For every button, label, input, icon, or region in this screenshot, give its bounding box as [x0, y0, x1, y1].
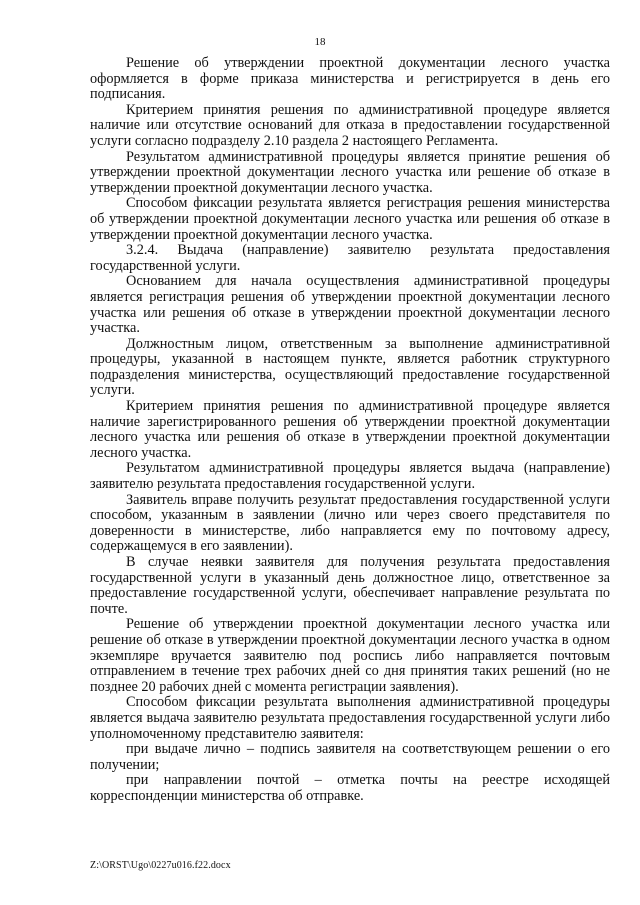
list-item: при выдаче лично – подпись заявителя на соответствующем решении о его получении;: [90, 741, 610, 773]
list-item: при направлении почтой – отметка почты на реестре исходящей корреспонденции министерства об отправке.: [90, 772, 610, 804]
paragraph: В случае неявки заявителя для получения результата предоставления государственной услуги в указанный день должностное лицо, ответственное за предоставление государственной услуги, обеспечивает направление результата по почте.: [90, 554, 610, 617]
paragraph: Основанием для начала осуществления административной процедуры является регистрация решения об утверждении проектной документации лесного участка или решения об отказе в утверждении проектной документации лесного участка.: [90, 273, 610, 337]
file-path-footer: Z:\ORST\Ugo\0227u016.f22.docx: [90, 860, 231, 871]
document-body: [90, 56, 610, 805]
paragraph: Критерием принятия решения по административной процедуре является наличие или отсутствие оснований для отказа в предоставлении государственной услуги согласно подразделу 2.10 раздела 2 настоящего Регламента.: [90, 101, 610, 149]
paragraph: Критерием принятия решения по административной процедуре является наличие зарегистрированного решения об утверждении проектной документации лесного участка или решения об отказе в утверждении проектной документации лесного участка.: [90, 398, 610, 461]
paragraph: Результатом административной процедуры является принятие решения об утверждении проектной документации лесного участка или решение об отказе в утверждении проектной документации лесного участка.: [90, 148, 610, 196]
paragraph: Способом фиксации результата выполнения административной процедуры является выдача заявителю результата предоставления государственной услуги либо уполномоченному представителю заявителя:: [90, 694, 610, 742]
paragraph: Способом фиксации результата является регистрация решения министерства об утверждении проектной документации лесного участка или решения об отказе в утверждении проектной документации лесного участка.: [90, 195, 610, 243]
paragraph: Результатом административной процедуры является выдача (направление) заявителю результата предоставления государственной услуги.: [90, 460, 610, 493]
paragraph: Должностным лицом, ответственным за выполнение административной процедуры, указанной в настоящем пункте, является работник структурного подразделения министерства, осуществляющий предоставление государственной услуги.: [90, 335, 610, 399]
paragraph: Заявитель вправе получить результат предоставления государственной услуги способом, указанным в заявлении (лично или через своего представителя по доверенности в министерстве, либо направляется ему по почтовому адресу, содержащемуся в его заявлении).: [90, 491, 610, 555]
section-heading: 3.2.4. Выдача (направление) заявителю результата предоставления государственной услуги.: [90, 242, 610, 274]
page-number: 18: [314, 36, 326, 48]
paragraph: Решение об утверждении проектной документации лесного участка оформляется в форме приказа министерства и регистрируется в день его подписания.: [90, 55, 610, 103]
paragraph: Решение об утверждении проектной документации лесного участка или решение об отказе в утверждении проектной документации лесного участка в одном экземпляре вручается заявителю под роспись либо направляется почтовым отправлением в течение трех рабочих дней со дня принятия таких решений (но не позднее 20 рабочих дней с момента регистрации заявления).: [90, 616, 610, 695]
